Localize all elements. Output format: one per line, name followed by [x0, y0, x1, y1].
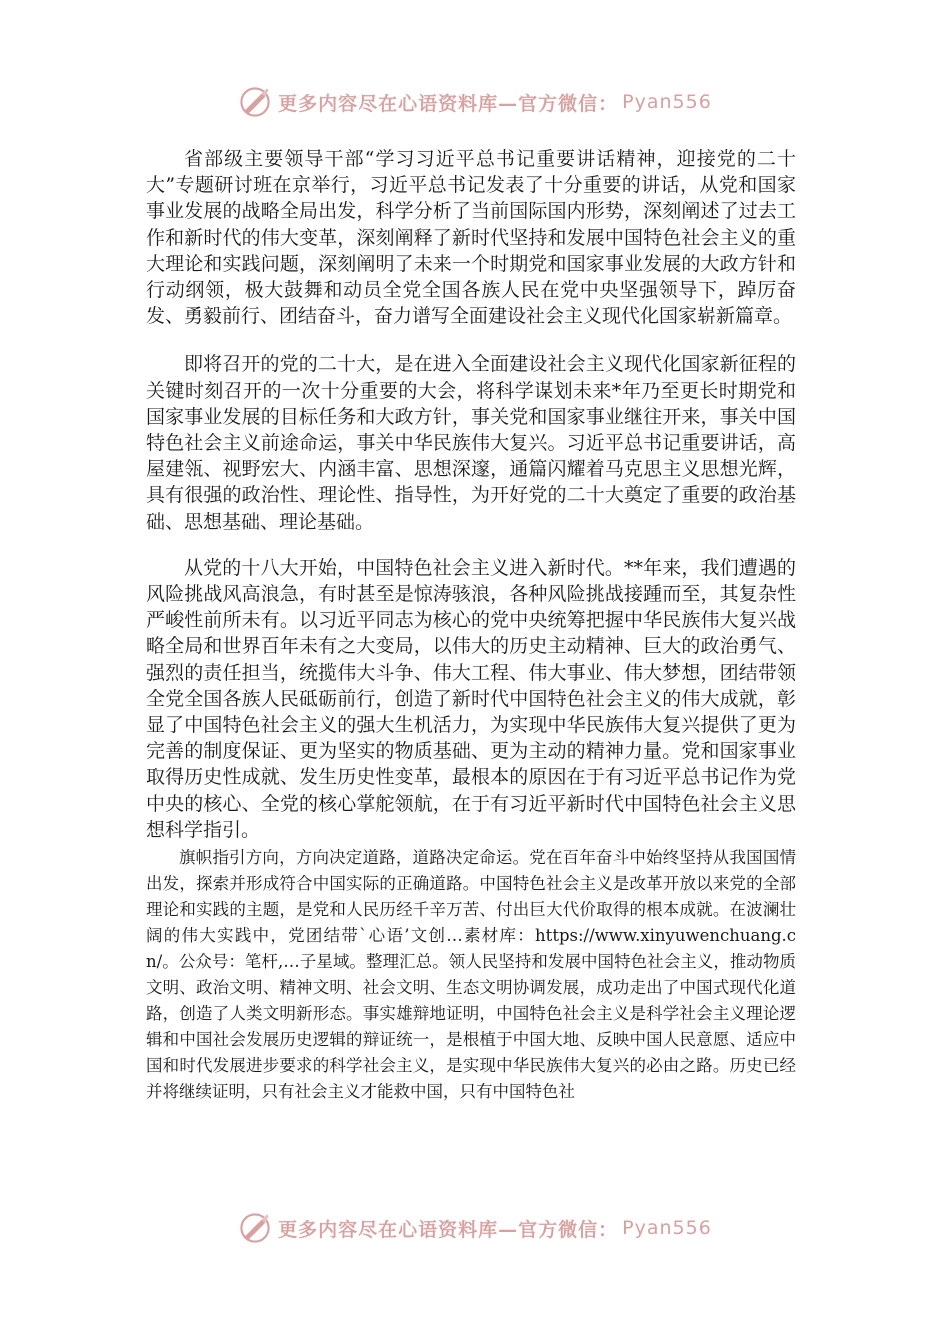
- document-body: [146, 146, 796, 1105]
- paragraph-4: 旗帜指引方向，方向决定道路，道路决定命运。党在百年奋斗中始终坚持从我国国情出发，探索并形成符合中国实际的正确道路。中国特色社会主义是改革开放以来党的全部理论和实践的主题，是党和人民历经千辛万苦、付出巨大代价取得的根本成就。在波澜壮阔的伟大实践中，党团结带`心语’文创…素材库：https://www.xinyuwenchuang.cn/。公众号：笔杆,…子星域。整理汇总。领人民坚持和发展中国特色社会主义，推动物质文明、政治文明、精神文明、社会文明、生态文明协调发展，成功走出了中国式现代化道路，创造了人类文明新形态。事实雄辩地证明，中国特色社会主义是科学社会主义理论逻辑和中国社会发展历史逻辑的辩证统一，是根植于中国大地、反映中国人民意愿、适应中国和时代发展进步要求的科学社会主义，是实现中华民族伟大复兴的必由之路。历史已经并将继续证明，只有社会主义才能救中国，只有中国特色社: [146, 848, 796, 1102]
- pen-logo-icon: [238, 85, 272, 119]
- footer-banner-wechat-id: Pyan556: [622, 1217, 712, 1239]
- header-banner-text: 更多内容尽在心语资料库—官方微信：: [278, 92, 619, 115]
- header-watermark-banner: [0, 82, 950, 122]
- pen-logo-icon: [238, 1211, 272, 1245]
- footer-watermark-banner: [0, 1208, 950, 1248]
- header-banner-wechat-id: Pyan556: [622, 91, 712, 113]
- footer-banner-text: 更多内容尽在心语资料库—官方微信：: [278, 1218, 619, 1241]
- paragraph-3: 从党的十八大开始，中国特色社会主义进入新时代。**年来，我们遭遇的风险挑战风高浪急，有时甚至是惊涛骇浪，各种风险挑战接踵而至，其复杂性严峻性前所未有。以习近平同志为核心的党中央统筹把握中华民族伟大复兴战略全局和世界百年未有之大变局，以伟大的历史主动精神、巨大的政治勇气、强烈的责任担当，统揽伟大斗争、伟大工程、伟大事业、伟大梦想，团结带领全党全国各族人民砥砺前行，创造了新时代中国特色社会主义的伟大成就，彰显了中国特色社会主义的强大生机活力，为实现中华民族伟大复兴提供了更为完善的制度保证、更为坚实的物质基础、更为主动的精神力量。党和国家事业取得历史性成就、发生历史性变革，最根本的原因在于有习近平总书记作为党中央的核心、全党的核心掌舵领航，在于有习近平新时代中国特色社会主义思想科学指引。: [146, 556, 796, 841]
- paragraph-2: 即将召开的党的二十大，是在进入全面建设社会主义现代化国家新征程的关键时刻召开的一次十分重要的大会，将科学谋划未来*年乃至更长时期党和国家事业发展的目标任务和大政方针，事关党和国家事业继往开来，事关中国特色社会主义前途命运，事关中华民族伟大复兴。习近平总书记重要讲话，高屋建瓴、视野宏大、内涵丰富、思想深邃，通篇闪耀着马克思主义思想光辉，具有很强的政治性、理论性、指导性，为开好党的二十大奠定了重要的政治基础、思想基础、理论基础。: [146, 353, 796, 533]
- paragraph-1: 省部级主要领导干部“学习习近平总书记重要讲话精神，迎接党的二十大”专题研讨班在京举行，习近平总书记发表了十分重要的讲话，从党和国家事业发展的战略全局出发，科学分析了当前国际国内形势，深刻阐述了过去工作和新时代的伟大变革，深刻阐释了新时代坚持和发展中国特色社会主义的重大理论和实践问题，深刻阐明了未来一个时期党和国家事业发展的大政方针和行动纲领，极大鼓舞和动员全党全国各族人民在党中央坚强领导下，踔厉奋发、勇毅前行、团结奋斗，奋力谱写全面建设社会主义现代化国家崭新篇章。: [146, 148, 796, 328]
